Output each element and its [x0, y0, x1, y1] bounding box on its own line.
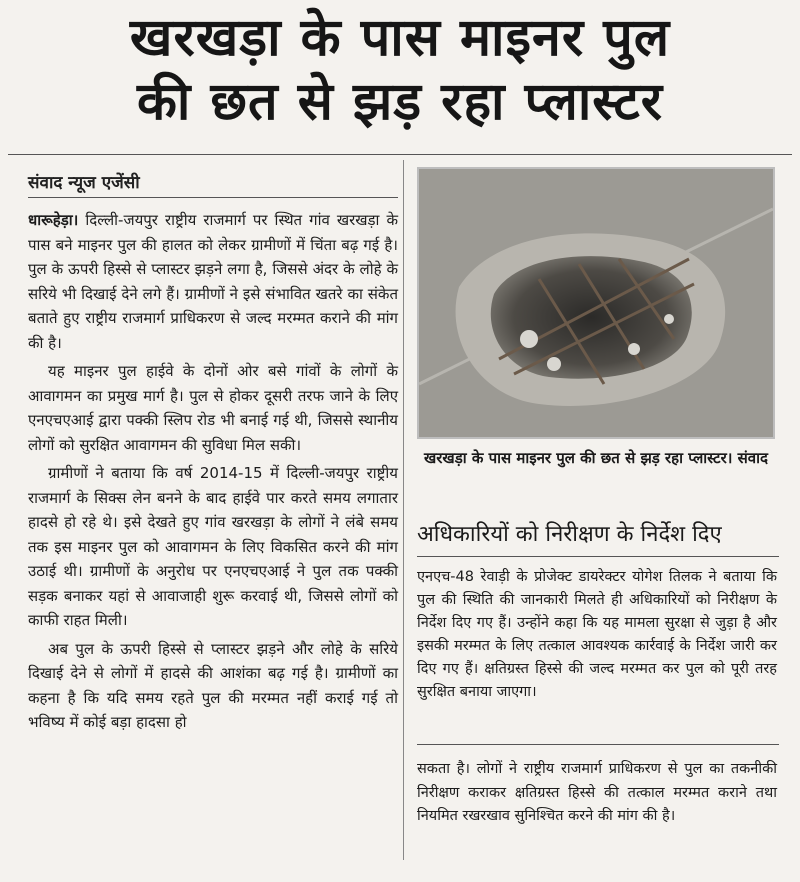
byline: संवाद न्यूज एजेंसी: [28, 173, 140, 193]
headline-line-1: खरखड़ा के पास माइनर पुल: [129, 8, 671, 68]
dateline: धारूहेड़ा।: [28, 211, 79, 229]
byline-rule: [28, 197, 398, 198]
article-body: [28, 208, 398, 739]
photo-illustration: [419, 169, 773, 437]
continuation-text: सकता है। लोगों ने राष्ट्रीय राजमार्ग प्राधिकरण से पुल का तकनीकी निरीक्षण कराकर क्षतिग्रस्त हिस्से की तत्काल मरम्मत कराने तथा नियमित रखरखाव सुनिश्चित करने की मांग की है।: [417, 761, 777, 824]
photo-caption: खरखड़ा के पास माइनर पुल की छत से झड़ रहा प्लास्टर। संवाद: [424, 449, 768, 467]
headline: [0, 0, 800, 150]
column-divider: [403, 160, 404, 860]
sidebox-heading: अधिकारियों को निरीक्षण के निर्देश दिए: [417, 518, 779, 557]
paragraph-1-text: दिल्ली-जयपुर राष्ट्रीय राजमार्ग पर स्थित गांव खरखड़ा के पास बने माइनर पुल की हालत को लेकर ग्रामीणों में चिंता बढ़ गई है। पुल के ऊपरी हिस्से से प्लास्टर झड़ने लगा है, जिससे अंदर के लोहे के सरिये भी दिखाई देने लगे हैं। ग्रामीणों ने इसे संभावित खतरे का संकेत बताते हुए राष्ट्रीय राजमार्ग प्राधिकरण से जल्द मरम्मत कराने की मांग की है।: [28, 211, 398, 352]
sidebox-text: एनएच-48 रेवाड़ी के प्रोजेक्ट डायरेक्टर योगेश तिलक ने बताया कि पुल की स्थिति की जानकारी मिलते ही अधिकारियों को निरीक्षण के निर्देश दिए गए हैं। उन्होंने कहा कि यह मामला सुरक्षा से जुड़ा है और इसकी मरम्मत के लिए तत्काल आवश्यक कार्रवाई के निर्देश जारी कर दिए गए हैं। क्षतिग्रस्त हिस्से की जल्द मरम्मत कर पुल को पूरी तरह सुरक्षित बनाया जाएगा।: [417, 569, 778, 700]
sidebox-body: [417, 566, 777, 704]
bridge-damage-photo: [417, 167, 775, 439]
article-paragraph: अब पुल के ऊपरी हिस्से से प्लास्टर झड़ने और लोहे के सरिये दिखाई देने से लोगों में हादसे की आशंका बढ़ गई है। ग्रामीणों का कहना है कि यदि समय रहते पुल की मरम्मत नहीं कराई गई तो भविष्य में कोई बड़ा हादसा हो: [28, 639, 398, 731]
article-paragraph: ग्रामीणों ने बताया कि वर्ष 2014-15 में दिल्ली-जयपुर राष्ट्रीय राजमार्ग के सिक्स लेन बनने के बाद हाईवे पार करते समय लगातार हादसे हो रहे थे। इसे देखते हुए गांव खरखड़ा के लोगों ने लंबे समय तक इस माइनर पुल को आवागमन के लिए विकसित करने की मांग उठाई थी। ग्रामीणों के अनुरोध पर एनएचएआई ने पुल तक पक्की सड़क बनाकर यहां से आवाजाही शुरू करवाई थी, जिससे लोगों को काफी राहत मिली।: [28, 464, 398, 629]
article-paragraph: [28, 208, 398, 355]
headline-line-2: की छत से झड़ रहा प्लास्टर: [136, 72, 664, 132]
article-paragraph: यह माइनर पुल हाईवे के दोनों ओर बसे गांवों के लोगों के आवागमन का प्रमुख मार्ग है। पुल से होकर दूसरी तरफ जाने के लिए एनएचएआई द्वारा पक्की स्लिप रोड भी बनाई गई थी, जिससे स्थानीय लोगों को सुरक्षित आवागमन की सुविधा मिल सकी।: [28, 362, 398, 454]
article-continuation: [417, 758, 777, 829]
headline-rule: [8, 154, 792, 155]
sidebox-rule: [417, 744, 779, 745]
